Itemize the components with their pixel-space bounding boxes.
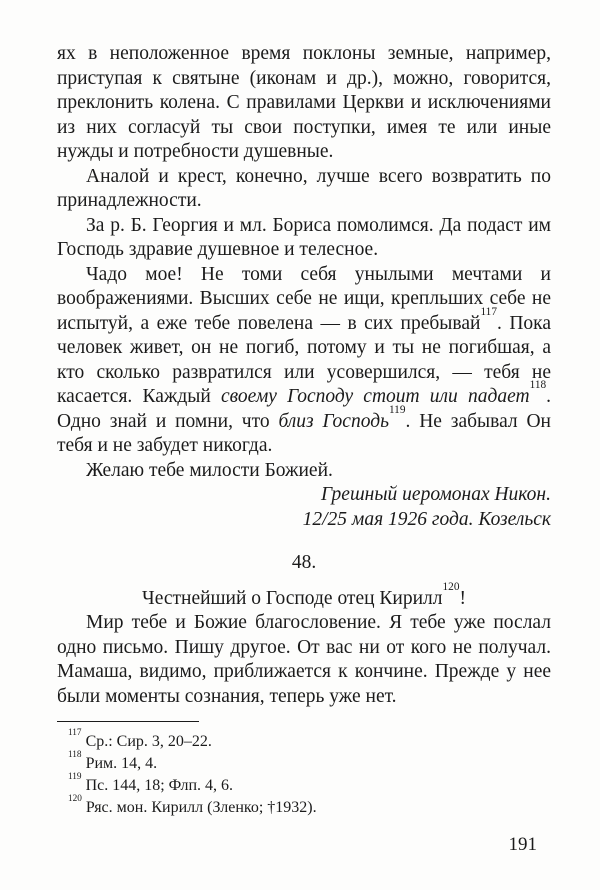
paragraph (57, 165, 551, 214)
text-run: За р. Б. Георгия и мл. Бориса помолимся. Да подаст им Господь здравие душевное и телесное. (57, 214, 551, 260)
text-run: Аналой и крест, конечно, лучше всего возвратить по принадлежности. (57, 165, 551, 211)
letter-number-heading: 48. (291, 552, 317, 573)
main-text (57, 42, 551, 709)
footnote-reference: 117 (480, 305, 497, 318)
footnote (57, 771, 551, 797)
footnote-number: 119 (68, 771, 82, 782)
paragraph (57, 263, 551, 459)
emphasized-phrase: близ Господь (278, 410, 389, 432)
text-run: Желаю тебе милости Божией. (86, 459, 333, 481)
footnote (57, 793, 551, 819)
footnote-reference: 119 (388, 403, 406, 416)
text-run: Мир тебе и Божие благословение. Я тебе уже послал одно письмо. Пишу другое. От вас ни от кого не получал. Мамаша, видимо, приближается к кончине. Прежде у нее были моменты сознания, теперь уже нет. (57, 612, 551, 707)
footnote-text: Пс. 144, 18; Флп. 4, 6. (85, 777, 234, 794)
text-run: . Пока человек живет, он не погиб, потому и ты не погибшая, а кто сколько развратился или усовершился, — тебя не касается. Каждый (57, 312, 552, 407)
footnote-reference: 120 (442, 580, 460, 593)
text-run: ! (459, 587, 466, 609)
footnote-number: 120 (68, 793, 82, 804)
footnotes-block (57, 721, 551, 819)
paragraph (57, 214, 551, 263)
footnote-text: Рим. 14, 4. (85, 755, 158, 772)
paragraph (57, 611, 551, 709)
footnote (57, 749, 551, 775)
text-run: Чадо мое! Не томи себя унылыми мечтами и воображениями. Высших себе не ищи, крепльших себе не испытуй, а еже тебе повелена — в сих пребывай (57, 263, 551, 334)
page-number: 191 (508, 834, 537, 855)
text-run: . Не забывал Он тебя и не забудет никогда. (57, 410, 551, 456)
paragraph (57, 459, 551, 484)
emphasized-phrase: своему Господу стоит или падает (221, 386, 530, 407)
footnote-reference: 118 (529, 379, 547, 392)
footnote-separator (57, 721, 199, 722)
text-run: ях в неположенное время поклоны земные, например, приступая к святыне (иконам и др.), можно, говорится, преклонить колена. С правилами Церкви и исключениями из них согласуй ты свои поступки, имея те или иные нужды и потребности душевные. (57, 43, 551, 162)
text-run: . Одно знай и помни, что (57, 386, 552, 432)
footnote-text: Ср.: Сир. 3, 20–22. (85, 733, 212, 750)
signature-line: 12/25 мая 1926 года. Козельск (302, 508, 551, 530)
footnote-text: Ряс. мон. Кирилл (Зленко; †1932). (85, 799, 317, 816)
text-run: Честнейший о Господе отец Кирилл (142, 587, 443, 609)
footnote (57, 727, 551, 753)
letter-signature (57, 483, 551, 532)
signature-line: Грешный иеромонах Никон. (320, 484, 551, 505)
letter-salutation (57, 580, 551, 612)
footnote-number: 118 (68, 749, 82, 760)
footnote-number: 117 (68, 727, 82, 738)
paragraph (57, 42, 551, 165)
